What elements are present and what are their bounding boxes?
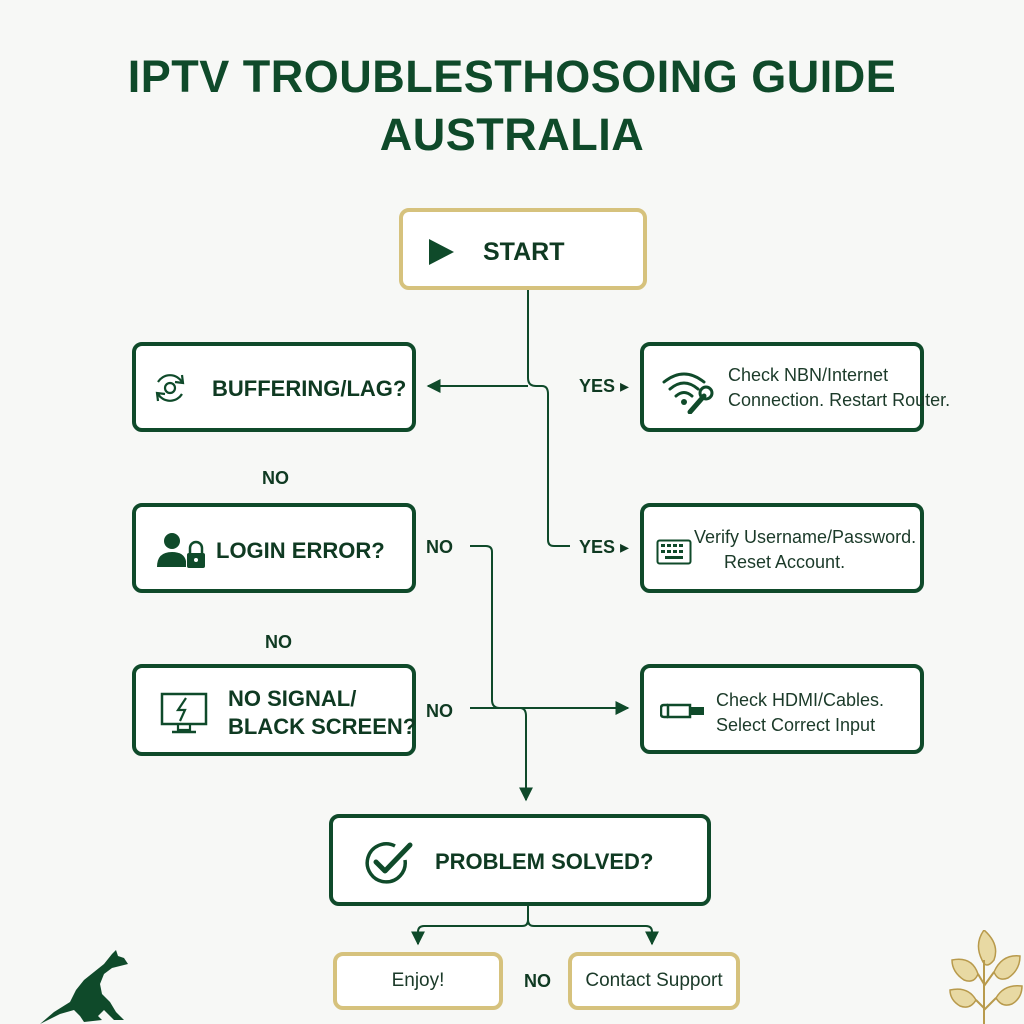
signal-node[interactable] [132, 664, 416, 756]
edge-yes-1: YES ▸ [579, 376, 630, 396]
login-node[interactable] [132, 503, 416, 593]
fix-login-line1: Verify Username/Password. [694, 527, 917, 547]
enjoy-node[interactable] [333, 952, 503, 1010]
start-label: START [483, 238, 565, 266]
connector-to-solved [520, 708, 526, 800]
title-line-2: AUSTRALIA [379, 109, 645, 160]
edge-yes-2: YES ▸ [579, 537, 630, 557]
start-node[interactable] [399, 208, 647, 290]
signal-label-line1: NO SIGNAL/ [228, 686, 357, 711]
leaf-plant-icon [944, 930, 1024, 1024]
signal-label-line2: BLACK SCREEN? [228, 714, 417, 739]
fix-internet-node[interactable] [640, 342, 951, 432]
edge-no-5: NO [524, 971, 551, 991]
edge-no-4: NO [426, 701, 453, 721]
buffering-label: BUFFERING/LAG? [212, 376, 407, 401]
fix-internet-line2: Connection. Restart Router. [728, 390, 951, 410]
solved-node[interactable] [329, 814, 711, 906]
connector-login-no [470, 546, 520, 708]
refresh-icon [152, 370, 188, 406]
kangaroo-icon [40, 950, 132, 1024]
fix-hdmi-node[interactable] [640, 664, 924, 754]
keyboard-icon [656, 539, 692, 565]
connector-solved-split [418, 906, 528, 944]
login-label: LOGIN ERROR? [216, 538, 385, 563]
connector-start-down [528, 288, 542, 386]
play-icon [427, 238, 455, 266]
solved-label: PROBLEM SOLVED? [435, 849, 654, 874]
user-lock-icon [156, 531, 208, 571]
connector-branch-main [542, 386, 570, 546]
fix-hdmi-line1: Check HDMI/Cables. [716, 690, 885, 710]
enjoy-label: Enjoy! [391, 970, 445, 991]
monitor-icon [160, 692, 208, 734]
fix-login-line2: Reset Account. [724, 552, 846, 572]
edge-no-3: NO [265, 632, 292, 652]
title-line-1: IPTV TROUBLESTHOSOING GUIDE [127, 51, 897, 102]
fix-login-node[interactable] [640, 503, 924, 593]
hdmi-cable-icon [660, 700, 706, 722]
edge-no-2: NO [426, 537, 453, 557]
check-circle-icon [365, 840, 413, 886]
support-node[interactable] [568, 952, 740, 1010]
fix-internet-line1: Check NBN/Internet [728, 365, 889, 385]
edge-no-1: NO [262, 468, 289, 488]
connector-solved-split-right [528, 920, 652, 944]
support-label: Contact Support [585, 970, 723, 991]
wifi-wrench-icon [660, 368, 714, 414]
fix-hdmi-line2: Select Correct Input [716, 715, 876, 735]
buffering-node[interactable] [132, 342, 416, 432]
